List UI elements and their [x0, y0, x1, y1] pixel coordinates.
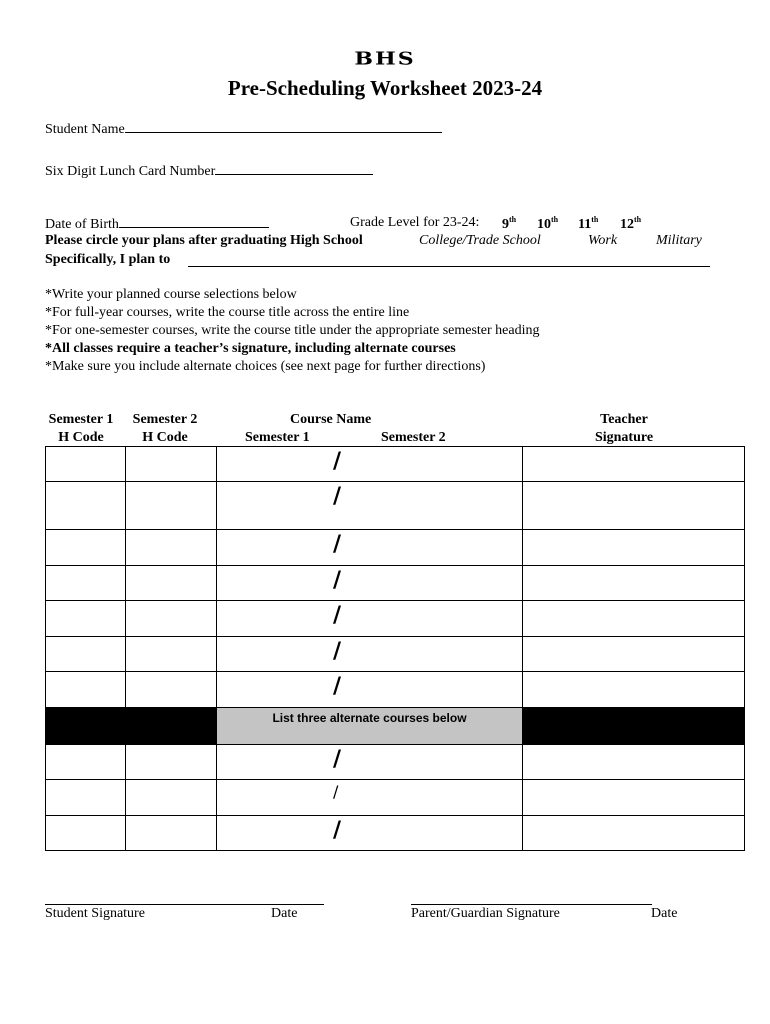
h-code-1-cell[interactable] — [46, 447, 126, 482]
dob-label: Date of Birth — [45, 217, 119, 232]
h-code-2-cell[interactable] — [126, 637, 217, 672]
instruction-item: *Make sure you include alternate choices (see next page for further directions) — [45, 359, 486, 374]
plan-military-option[interactable]: Military — [656, 233, 702, 248]
grade-12-option[interactable]: 12th — [620, 215, 642, 232]
table-row — [46, 816, 745, 851]
teacher-signature-cell[interactable] — [523, 637, 745, 672]
plan-college-option[interactable]: College/Trade School — [419, 233, 541, 248]
h-code-2-cell[interactable] — [126, 672, 217, 708]
h-code-2-cell[interactable] — [126, 745, 217, 780]
dob-field[interactable] — [119, 215, 269, 228]
table-row — [46, 482, 745, 530]
teacher-signature-cell[interactable] — [523, 745, 745, 780]
course-name-cell[interactable]: / — [217, 745, 523, 780]
h-code-1-cell[interactable] — [46, 637, 126, 672]
h-code-2-cell[interactable] — [126, 601, 217, 637]
page-title: Pre-Scheduling Worksheet 2023-24 — [227, 76, 543, 100]
grade-level-label: Grade Level for 23-24: — [350, 215, 480, 230]
lunch-card-row — [45, 162, 373, 180]
alternate-courses-banner: List three alternate courses below — [217, 708, 523, 745]
school-logo: BHS — [354, 48, 416, 70]
parent-signature-line[interactable] — [411, 904, 652, 905]
header-semester-2-hcode: Semester 2 H Code — [132, 412, 198, 445]
table-row — [46, 447, 745, 482]
grade-10-option[interactable]: 10th — [537, 215, 559, 232]
h-code-2-cell[interactable] — [126, 816, 217, 851]
grade-level-row — [350, 215, 479, 231]
h-code-2-cell[interactable] — [126, 566, 217, 601]
course-table — [45, 446, 745, 851]
specifically-label: Specifically, I plan to — [45, 252, 171, 267]
lunch-card-field[interactable] — [215, 162, 373, 175]
instructions-list — [45, 286, 540, 376]
student-name-field[interactable] — [125, 120, 442, 133]
h-code-1-cell[interactable] — [46, 816, 126, 851]
parent-signature-label: Parent/Guardian Signature — [411, 906, 560, 921]
grade-11-option[interactable]: 11th — [578, 215, 599, 232]
course-name-cell[interactable]: / — [217, 672, 523, 708]
course-name-cell[interactable]: / — [217, 780, 523, 816]
header-teacher-signature: Teacher Signature — [594, 412, 654, 445]
table-row — [46, 566, 745, 601]
h-code-1-cell[interactable] — [46, 780, 126, 816]
course-name-cell[interactable]: / — [217, 637, 523, 672]
table-row — [46, 745, 745, 780]
course-name-cell[interactable]: / — [217, 566, 523, 601]
header-semester-1-hcode: Semester 1 H Code — [48, 412, 114, 445]
course-name-cell[interactable]: / — [217, 530, 523, 566]
banner-fill — [523, 708, 745, 745]
teacher-signature-cell[interactable] — [523, 601, 745, 637]
table-row — [46, 672, 745, 708]
student-date-label: Date — [271, 906, 298, 921]
instruction-item: *For full-year courses, write the course title across the entire line — [45, 305, 410, 320]
h-code-2-cell[interactable] — [126, 447, 217, 482]
student-name-label: Student Name — [45, 122, 125, 137]
course-name-cell[interactable]: / — [217, 601, 523, 637]
header-course-name: Course Name — [290, 412, 372, 427]
lunch-card-label: Six Digit Lunch Card Number — [45, 164, 216, 179]
student-signature-line[interactable] — [45, 904, 324, 905]
instruction-item: *Write your planned course selections below — [45, 287, 297, 302]
course-name-cell[interactable]: / — [217, 482, 523, 530]
teacher-signature-cell[interactable] — [523, 672, 745, 708]
table-row — [46, 530, 745, 566]
table-row — [46, 637, 745, 672]
plan-work-option[interactable]: Work — [588, 233, 618, 248]
banner-fill — [126, 708, 217, 745]
h-code-1-cell[interactable] — [46, 482, 126, 530]
instruction-item: *All classes require a teacher’s signature, including alternate courses — [45, 341, 456, 356]
h-code-1-cell[interactable] — [46, 601, 126, 637]
instruction-item: *For one-semester courses, write the course title under the appropriate semester heading — [45, 323, 540, 338]
h-code-2-cell[interactable] — [126, 482, 217, 530]
teacher-signature-cell[interactable] — [523, 816, 745, 851]
course-name-cell[interactable]: / — [217, 447, 523, 482]
h-code-1-cell[interactable] — [46, 530, 126, 566]
teacher-signature-cell[interactable] — [523, 566, 745, 601]
course-name-cell[interactable]: / — [217, 816, 523, 851]
h-code-2-cell[interactable] — [126, 780, 217, 816]
header-course-semester-1: Semester 1 — [245, 430, 310, 445]
specifically-field[interactable] — [188, 266, 710, 267]
table-row — [46, 601, 745, 637]
h-code-1-cell[interactable] — [46, 672, 126, 708]
banner-fill — [46, 708, 126, 745]
student-signature-label: Student Signature — [45, 906, 145, 921]
header-course-semester-2: Semester 2 — [381, 430, 446, 445]
teacher-signature-cell[interactable] — [523, 530, 745, 566]
teacher-signature-cell[interactable] — [523, 447, 745, 482]
dob-row — [45, 215, 269, 233]
parent-date-label: Date — [651, 906, 678, 921]
student-name-row — [45, 120, 442, 138]
table-row — [46, 780, 745, 816]
h-code-1-cell[interactable] — [46, 745, 126, 780]
h-code-2-cell[interactable] — [126, 530, 217, 566]
teacher-signature-cell[interactable] — [523, 482, 745, 530]
grade-9-option[interactable]: 9th — [502, 215, 517, 232]
teacher-signature-cell[interactable] — [523, 780, 745, 816]
plans-label: Please circle your plans after graduating High School — [45, 233, 363, 248]
h-code-1-cell[interactable] — [46, 566, 126, 601]
alternate-banner-row — [46, 708, 745, 745]
